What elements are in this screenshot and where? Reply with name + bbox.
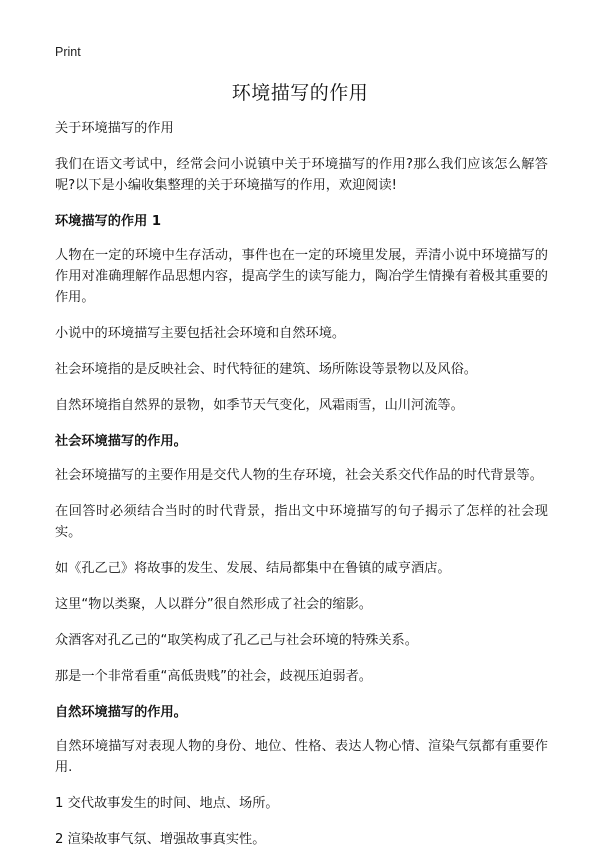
- paragraph: 如《孔乙己》将故事的发生、发展、结局都集中在鲁镇的咸亨酒店。: [55, 561, 451, 576]
- paragraph: 人物在一定的环境中生存活动，事件也在一定的环境里发展，弄清小说中环境描写的作用对准确理解作品思想内容，提高学生的读写能力，陶冶学生情操有着极其重要的作用。: [55, 248, 548, 305]
- section-heading-natural: 自然环境描写的作用。: [55, 705, 187, 720]
- paragraph: 在回答时必须结合当时的时代背景，指出文中环境描写的句子揭示了怎样的社会现实。: [55, 504, 548, 540]
- section-heading-1: 环境描写的作用 1: [55, 214, 162, 229]
- paragraph: 这里“物以类聚，人以群分”很自然形成了社会的缩影。: [55, 597, 372, 612]
- paragraph: 那是一个非常看重“高低贵贱”的社会，歧视压迫弱者。: [55, 669, 372, 684]
- paragraph: 社会环境描写的主要作用是交代人物的生存环境，社会关系交代作品的时代背景等。: [55, 468, 543, 483]
- intro-paragraph: 我们在语文考试中，经常会问小说镇中关于环境描写的作用?那么我们应该怎么解答呢?以下是小编收集整理的关于环境描写的作用，欢迎阅读!: [55, 157, 548, 193]
- paragraph: 自然环境描写对表现人物的身份、地位、性格、表达人物心情、渲染气氛都有重要作用.: [55, 739, 548, 775]
- section-heading-social: 社会环境描写的作用。: [55, 434, 187, 449]
- document-body: [55, 118, 548, 865]
- document-title: 环境描写的作用: [231, 82, 369, 104]
- paragraph: 自然环境指自然界的景物，如季节天气变化，风霜雨雪，山川河流等。: [55, 398, 464, 413]
- paragraph: 小说中的环境描写主要包括社会环境和自然环境。: [55, 326, 346, 341]
- paragraph: 社会环境指的是反映社会、时代特征的建筑、场所陈设等景物以及风俗。: [55, 362, 477, 377]
- list-item: 2 渲染故事气氛、增强故事真实性。: [55, 832, 266, 847]
- print-label: Print: [55, 45, 81, 59]
- paragraph: 众酒客对孔乙己的“取笑构成了孔乙己与社会环境的特殊关系。: [55, 633, 418, 648]
- list-item: 1 交代故事发生的时间、地点、场所。: [55, 796, 279, 811]
- intro-heading-line: 关于环境描写的作用: [55, 121, 174, 136]
